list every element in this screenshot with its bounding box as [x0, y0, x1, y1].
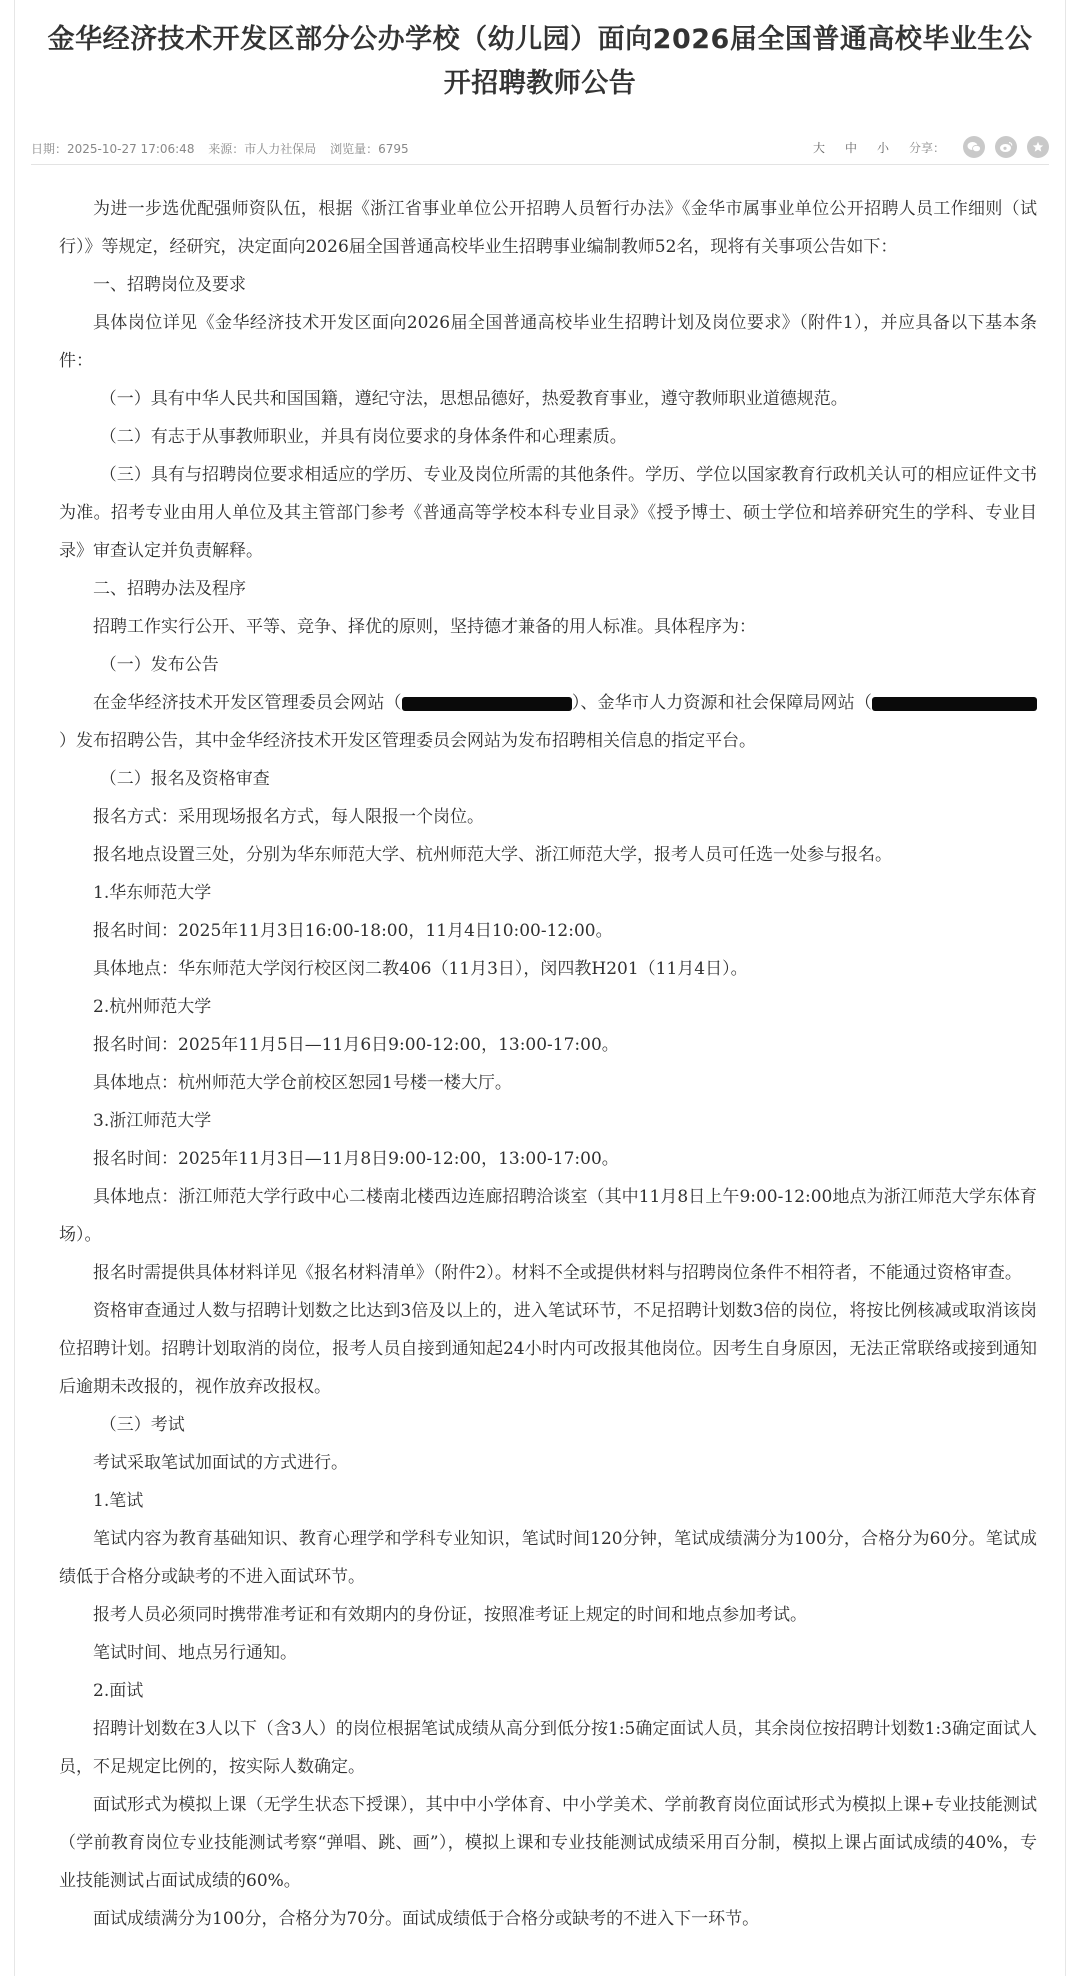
font-size-medium-button[interactable]: 中 [844, 140, 857, 155]
paragraph: 为进一步选优配强师资队伍，根据《浙江省事业单位公开招聘人员暂行办法》《金华市属事业单位公开招聘人员工作细则（试行）》等规定，经研究，决定面向2026届全国普通高校毕业生招聘事业编制教师52名，现将有关事项公告如下： [59, 199, 1037, 257]
weibo-icon[interactable] [995, 136, 1017, 158]
text-segment: 在金华经济技术开发区管理委员会网站（ [93, 693, 402, 713]
section-heading: 一、招聘岗位及要求 [93, 275, 246, 295]
paragraph: 面试形式为模拟上课（无学生状态下授课），其中中小学体育、中小学美术、学前教育岗位面试形式为模拟上课+专业技能测试（学前教育岗位专业技能测试考察“弹唱、跳、画”），模拟上课和专业技能测试成绩采用百分制，模拟上课占面试成绩的40%，专业技能测试占面试成绩的60%。 [59, 1795, 1037, 1891]
paragraph: 报考人员必须同时携带准考证和有效期内的身份证，按照准考证上规定的时间和地点参加考试。 [93, 1605, 807, 1625]
redacted-link-rsj[interactable] [872, 697, 1037, 711]
paragraph: （一）具有中华人民共和国国籍，遵纪守法，思想品德好，热爱教育事业，遵守教师职业道德规范。 [99, 389, 848, 409]
list-heading: 1.华东师范大学 [93, 883, 212, 903]
article-body [59, 190, 1037, 1938]
qq-icon[interactable] [1027, 136, 1049, 158]
redacted-link-kfq[interactable] [402, 697, 572, 711]
article-title: 金华经济技术开发区部分公办学校（幼儿园）面向2026届全国普通高校毕业生公开招聘教师公告 [47, 24, 1033, 99]
paragraph: 具体地点：浙江师范大学行政中心二楼南北楼西边连廊招聘洽谈室（其中11月8日上午9:00-12:00地点为浙江师范大学东体育场）。 [59, 1187, 1037, 1245]
subsection-heading: （三）考试 [99, 1415, 185, 1435]
paragraph: 具体岗位详见《金华经济技术开发区面向2026届全国普通高校毕业生招聘计划及岗位要求》（附件1），并应具备以下基本条件： [59, 313, 1037, 371]
paragraph: 报名地点设置三处，分别为华东师范大学、杭州师范大学、浙江师范大学，报考人员可任选一处参与报名。 [93, 845, 892, 865]
wechat-icon[interactable] [963, 136, 985, 158]
paragraph: （二）有志于从事教师职业，并具有岗位要求的身体条件和心理素质。 [99, 427, 627, 447]
paragraph: （三）具有与招聘岗位要求相适应的学历、专业及岗位所需的其他条件。学历、学位以国家教育行政机关认可的相应证件文书为准。招考专业由用人单位及其主管部门参考《普通高等学校本科专业目录》《授予博士、硕士学位和培养研究生的学科、专业目录》审查认定并负责解释。 [59, 465, 1037, 561]
paragraph-with-links [59, 684, 1037, 760]
paragraph: 报名时间：2025年11月3日—11月8日9:00-12:00，13:00-17:00。 [93, 1149, 619, 1169]
paragraph: 资格审查通过人数与招聘计划数之比达到3倍及以上的，进入笔试环节，不足招聘计划数3倍的岗位，将按比例核减或取消该岗位招聘计划。招聘计划取消的岗位，报考人员自接到通知起24小时内可改报其他岗位。因考生自身原因，无法正常联络或接到通知后逾期未改报的，视作放弃改报权。 [59, 1301, 1037, 1397]
paragraph: 考试采取笔试加面试的方式进行。 [93, 1453, 348, 1473]
font-size-large-button[interactable]: 大 [812, 140, 825, 155]
font-size-small-button[interactable]: 小 [876, 140, 889, 155]
list-heading: 2.面试 [93, 1681, 144, 1701]
share-label: 分享： [908, 140, 945, 155]
subsection-heading: （一）发布公告 [99, 655, 219, 675]
publish-date: 日期：2025-10-27 17:06:48 [31, 142, 195, 156]
article-tools [793, 136, 1049, 158]
paragraph: 报名时间：2025年11月5日—11月6日9:00-12:00，13:00-17:00。 [93, 1035, 619, 1055]
article-page [14, 0, 1066, 1976]
view-count: 浏览量：6795 [330, 142, 409, 156]
paragraph: 报名方式：采用现场报名方式，每人限报一个岗位。 [93, 807, 484, 827]
paragraph: 招聘工作实行公开、平等、竞争、择优的原则，坚持德才兼备的用人标准。具体程序为： [93, 617, 756, 637]
article-source: 来源：市人力社保局 [208, 142, 317, 156]
paragraph: 笔试内容为教育基础知识、教育心理学和学科专业知识，笔试时间120分钟，笔试成绩满分为100分，合格分为60分。笔试成绩低于合格分或缺考的不进入面试环节。 [59, 1529, 1037, 1587]
list-heading: 1.笔试 [93, 1491, 144, 1511]
paragraph: 具体地点：华东师范大学闵行校区闵二教406（11月3日），闵四教H201（11月4日）。 [93, 959, 748, 979]
section-heading: 二、招聘办法及程序 [93, 579, 246, 599]
article-meta-bar [31, 140, 1049, 165]
subsection-heading: （二）报名及资格审查 [99, 769, 270, 789]
paragraph: 具体地点：杭州师范大学仓前校区恕园1号楼一楼大厅。 [93, 1073, 512, 1093]
paragraph: 报名时需提供具体材料详见《报名材料清单》（附件2）。材料不全或提供材料与招聘岗位条件不相符者，不能通过资格审查。 [93, 1263, 1022, 1283]
list-heading: 3.浙江师范大学 [93, 1111, 212, 1131]
article-meta-info [31, 140, 419, 157]
paragraph: 报名时间：2025年11月3日16:00-18:00，11月4日10:00-12:00。 [93, 921, 613, 941]
text-segment: ）、金华市人力资源和社会保障局网站（ [571, 693, 873, 713]
paragraph: 招聘计划数在3人以下（含3人）的岗位根据笔试成绩从高分到低分按1:5确定面试人员，其余岗位按招聘计划数1:3确定面试人员，不足规定比例的，按实际人数确定。 [59, 1719, 1037, 1777]
list-heading: 2.杭州师范大学 [93, 997, 212, 1017]
paragraph: 笔试时间、地点另行通知。 [93, 1643, 297, 1663]
text-segment: ）发布招聘公告，其中金华经济技术开发区管理委员会网站为发布招聘相关信息的指定平台。 [59, 731, 756, 751]
paragraph: 面试成绩满分为100分，合格分为70分。面试成绩低于合格分或缺考的不进入下一环节。 [93, 1909, 760, 1929]
